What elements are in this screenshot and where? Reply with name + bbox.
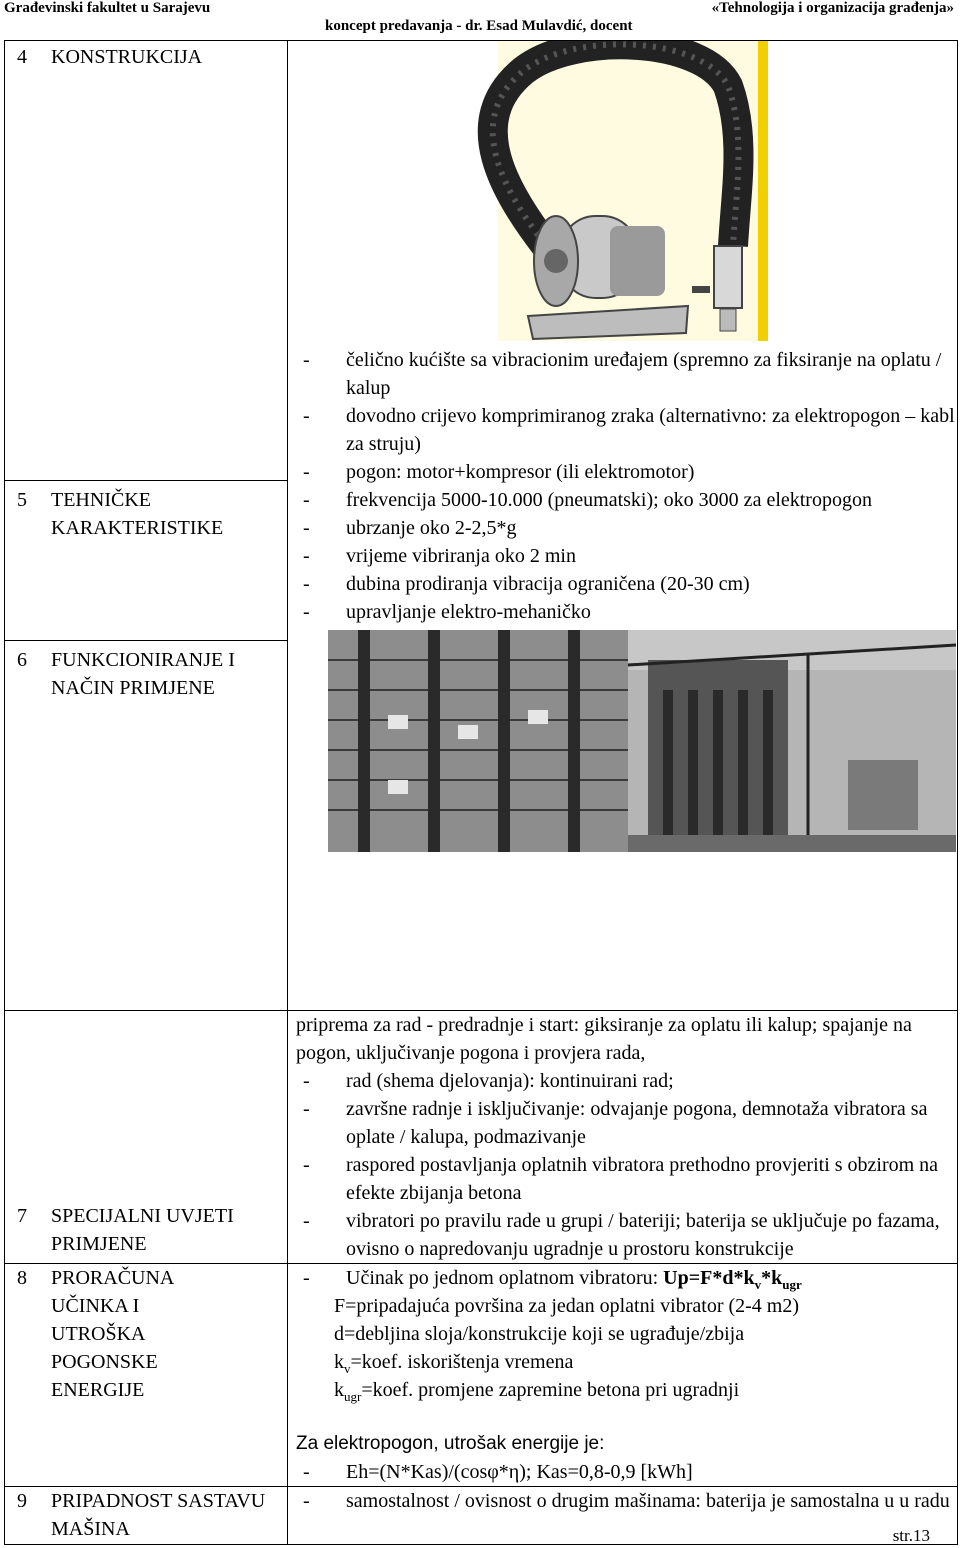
section-label: FUNKCIONIRANJE I NAČIN PRIMJENE [51,649,235,699]
header-course: «Tehnologija i organizacija građenja» [711,0,954,16]
formula-part: Up=F*d*k [663,1267,755,1289]
kugr-sub: ugr [344,1389,362,1404]
f-definition: F=pripadajuća površina za jedan oplatni vibrator (2-4 m2) [334,1295,800,1317]
membership-cell [288,1487,958,1545]
membership-bullet: - samostalnost / ovisnost o drugim mašinama: baterija je samostalna u u radu [288,1487,957,1515]
section-number: 6 [17,649,27,671]
section-cell-9 [5,1487,288,1545]
formwork-vibrator-image [288,41,957,346]
kugr-symbol: k [334,1379,344,1401]
special-bullet: - raspored postavljanja oplatnih vibratora prethodno provjeriti s obzirom na efekte zbijanja betona [288,1151,957,1207]
section-cell-6 [5,641,288,1011]
kv-definition [288,1348,957,1376]
kv-symbol: k [334,1351,344,1373]
section-label: KONSTRUKCIJA [51,46,203,68]
output-formula [663,1267,802,1292]
tech-bullet: - frekvencija 5000-10.000 (pneumatski); oko 3000 za elektropogon [288,486,957,514]
header-lecture: koncept predavanja - dr. Esad Mulavdić, docent [325,18,633,34]
d-definition: d=debljina sloja/konstrukcije koji se ugrađuje/zbija [334,1323,745,1345]
section-label: PRIPADNOST SASTAVU MAŠINA [51,1490,266,1540]
calc-cell [288,1264,958,1487]
tech-bullet: - vrijeme vibriranja oko 2 min [288,542,957,570]
formula-sub: ugr [782,1277,802,1292]
section-number: 4 [17,46,27,68]
tech-bullet: - dubina prodiranja vibracija ograničena (20-30 cm) [288,570,957,598]
construction-bullet: - čelično kućište sa vibracionim uređajem (spremno za fiksiranje na oplatu / kalup [288,346,957,402]
page-number: str.13 [892,1526,930,1545]
section-number: 9 [17,1490,27,1512]
content-table [4,40,958,1545]
energy-intro: Za elektropogon, utrošak energije je: [296,1433,605,1454]
section-cell-7 [5,1011,288,1264]
header-faculty: Građevinski fakultet u Sarajevu [4,0,211,16]
tech-bullet: - upravljanje elektro-mehaničko [288,598,957,626]
special-cell [288,1011,958,1264]
construction-bullet: - pogon: motor+kompresor (ili elektromotor) [288,458,957,486]
function-bullet: - rad (shema djelovanja): kontinuirani rad; [288,1067,957,1095]
kv-text: =koef. iskorištenja vremena [350,1351,574,1373]
section-cell-4 [5,41,288,481]
tech-bullet: - ubrzanje oko 2-2,5*g [288,514,957,542]
section-number: 5 [17,489,27,511]
construction-bullet: - dovodno crijevo komprimiranog zraka (alternativno: za elektropogon – kabl za struju) [288,402,957,458]
function-bullet: - završne radnje i isključivanje: odvajanje pogona, demnotaža vibratora sa oplate / kalupa, podmazivanje [288,1095,957,1151]
kugr-text: =koef. promjene zapremine betona pri ugradnji [361,1379,740,1401]
section-number: 8 [17,1267,27,1289]
kugr-definition [288,1376,957,1404]
function-intro: priprema za rad - predradnje i start: giksiranje za oplatu ili kalup; spajanje na pogon, uključivanje pogona i provjera rada, [296,1014,912,1064]
calc-output-line [288,1264,957,1292]
section-number: 7 [17,1205,27,1227]
section-label: SPECIJALNI UVJETI PRIMJENE [51,1205,234,1255]
section-cell-5 [5,481,288,641]
formwork-site-photo [288,630,957,852]
section-label: TEHNIČKE KARAKTERISTIKE [51,489,224,539]
special-bullet: - vibratori po pravilu rade u grupi / bateriji; baterija se uključuje po fazama, ovisno o napredovanju ugradnje u prostoru konstrukcije [288,1207,957,1263]
calc-output-text: Učinak po jednom oplatnom vibratoru: [346,1267,664,1289]
section-label: PRORAČUNA UČINKA I UTROŠKA POGONSKE ENERGIJE [51,1267,174,1401]
formula-sub: v [754,1277,762,1292]
construction-cell [288,41,958,1011]
kv-sub: v [344,1361,351,1376]
energy-formula: - Eh=(N*Kas)/(cosφ*η); Kas=0,8-0,9 [kWh] [288,1458,957,1486]
section-cell-8 [5,1264,288,1487]
formula-part: *k [761,1267,783,1289]
page-header [0,0,960,40]
